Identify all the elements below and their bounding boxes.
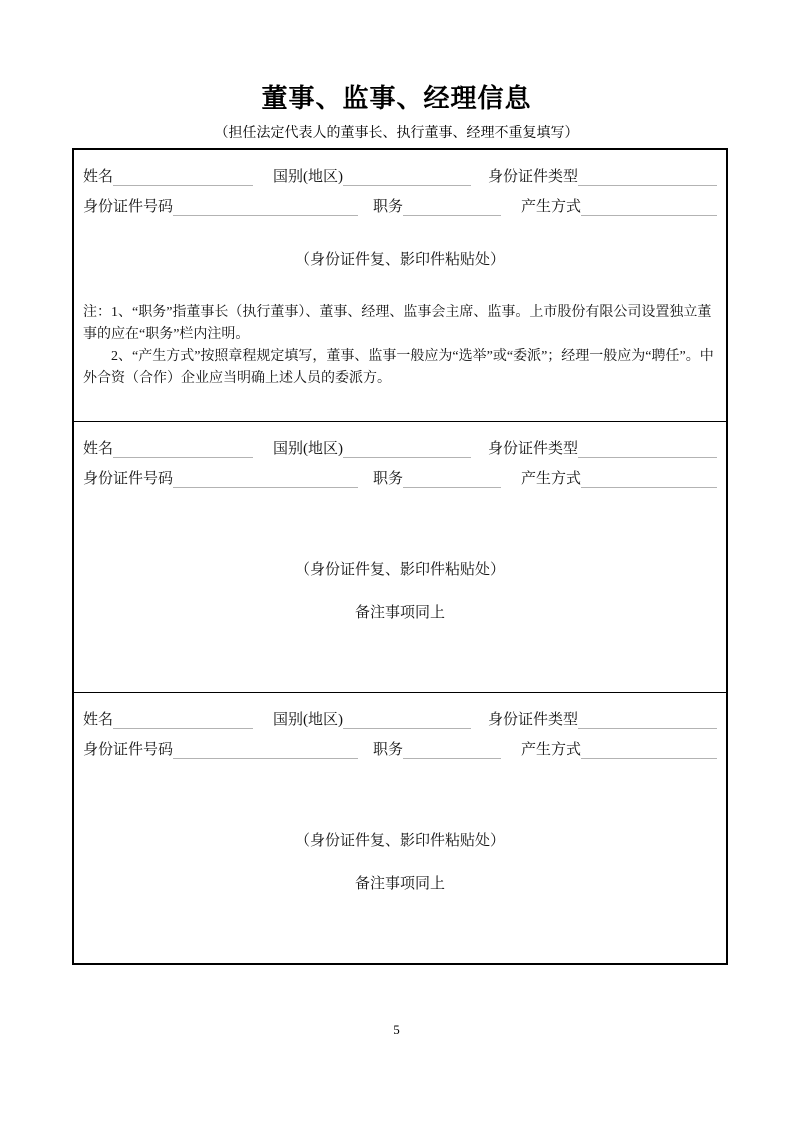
name-label: 姓名	[83, 712, 114, 728]
name-label: 姓名	[83, 441, 114, 457]
position-field-blank	[403, 197, 501, 216]
id-type-label: 身份证件类型	[488, 169, 579, 185]
note-item-2: 2、“产生方式”按照章程规定填写，董事、监事一般应为“选举”或“委派”；经理一般应为“聘任”。中外合资（合作）企业应当明确上述人员的委派方。	[83, 349, 714, 386]
country-label: 国别(地区)	[273, 441, 344, 457]
id-number-label: 身份证件号码	[83, 471, 174, 487]
name-field-blank	[113, 710, 253, 729]
position-label: 职务	[373, 742, 404, 758]
remark-same-as-above: 备注事项同上	[354, 876, 445, 892]
page-subtitle: （担任法定代表人的董事长、执行董事、经理不重复填写）	[214, 126, 579, 141]
name-field-blank	[113, 439, 253, 458]
officers-form-table	[72, 148, 728, 965]
field-row-position	[83, 458, 717, 488]
position-field-blank	[403, 469, 501, 488]
appointment-method-field-blank	[581, 740, 717, 759]
officer-entry-2	[74, 421, 726, 692]
appointment-method-label: 产生方式	[521, 199, 582, 215]
id-type-label: 身份证件类型	[488, 712, 579, 728]
field-row-position	[83, 729, 717, 759]
position-label: 职务	[373, 471, 404, 487]
officer-entry-1	[74, 150, 726, 421]
appointment-method-label: 产生方式	[521, 742, 582, 758]
page-title: 董事、监事、经理信息	[261, 83, 532, 113]
country-field-blank	[343, 439, 471, 458]
field-row-identity	[83, 428, 717, 458]
name-field-blank	[113, 167, 253, 186]
country-label: 国别(地区)	[273, 169, 344, 185]
paste-area-label: （身份证件复、影印件粘贴处）	[294, 833, 505, 849]
appointment-method-field-blank	[581, 197, 717, 216]
remark-same-as-above: 备注事项同上	[354, 605, 445, 621]
id-type-field-blank	[578, 710, 717, 729]
field-row-position	[83, 186, 717, 216]
position-label: 职务	[373, 199, 404, 215]
paste-area-label: （身份证件复、影印件粘贴处）	[294, 562, 505, 578]
country-label: 国别(地区)	[273, 712, 344, 728]
id-number-label: 身份证件号码	[83, 742, 174, 758]
id-number-field-blank	[173, 197, 358, 216]
appointment-method-field-blank	[581, 469, 717, 488]
position-field-blank	[403, 740, 501, 759]
form-notes	[83, 302, 717, 390]
country-field-blank	[343, 710, 471, 729]
name-label: 姓名	[83, 169, 114, 185]
paste-area-label: （身份证件复、影印件粘贴处）	[294, 252, 505, 268]
id-type-label: 身份证件类型	[488, 441, 579, 457]
id-type-field-blank	[578, 439, 717, 458]
id-number-label: 身份证件号码	[83, 199, 174, 215]
id-number-field-blank	[173, 740, 358, 759]
officer-entry-3	[74, 692, 726, 963]
page-number: 5	[393, 1022, 400, 1037]
id-number-field-blank	[173, 469, 358, 488]
id-type-field-blank	[578, 167, 717, 186]
country-field-blank	[343, 167, 471, 186]
note-item-1: 注：1、“职务”指董事长（执行董事）、董事、经理、监事会主席、监事。上市股份有限公司设置独立董事的应在“职务”栏内注明。	[83, 305, 712, 342]
field-row-identity	[83, 156, 717, 186]
appointment-method-label: 产生方式	[521, 471, 582, 487]
field-row-identity	[83, 699, 717, 729]
